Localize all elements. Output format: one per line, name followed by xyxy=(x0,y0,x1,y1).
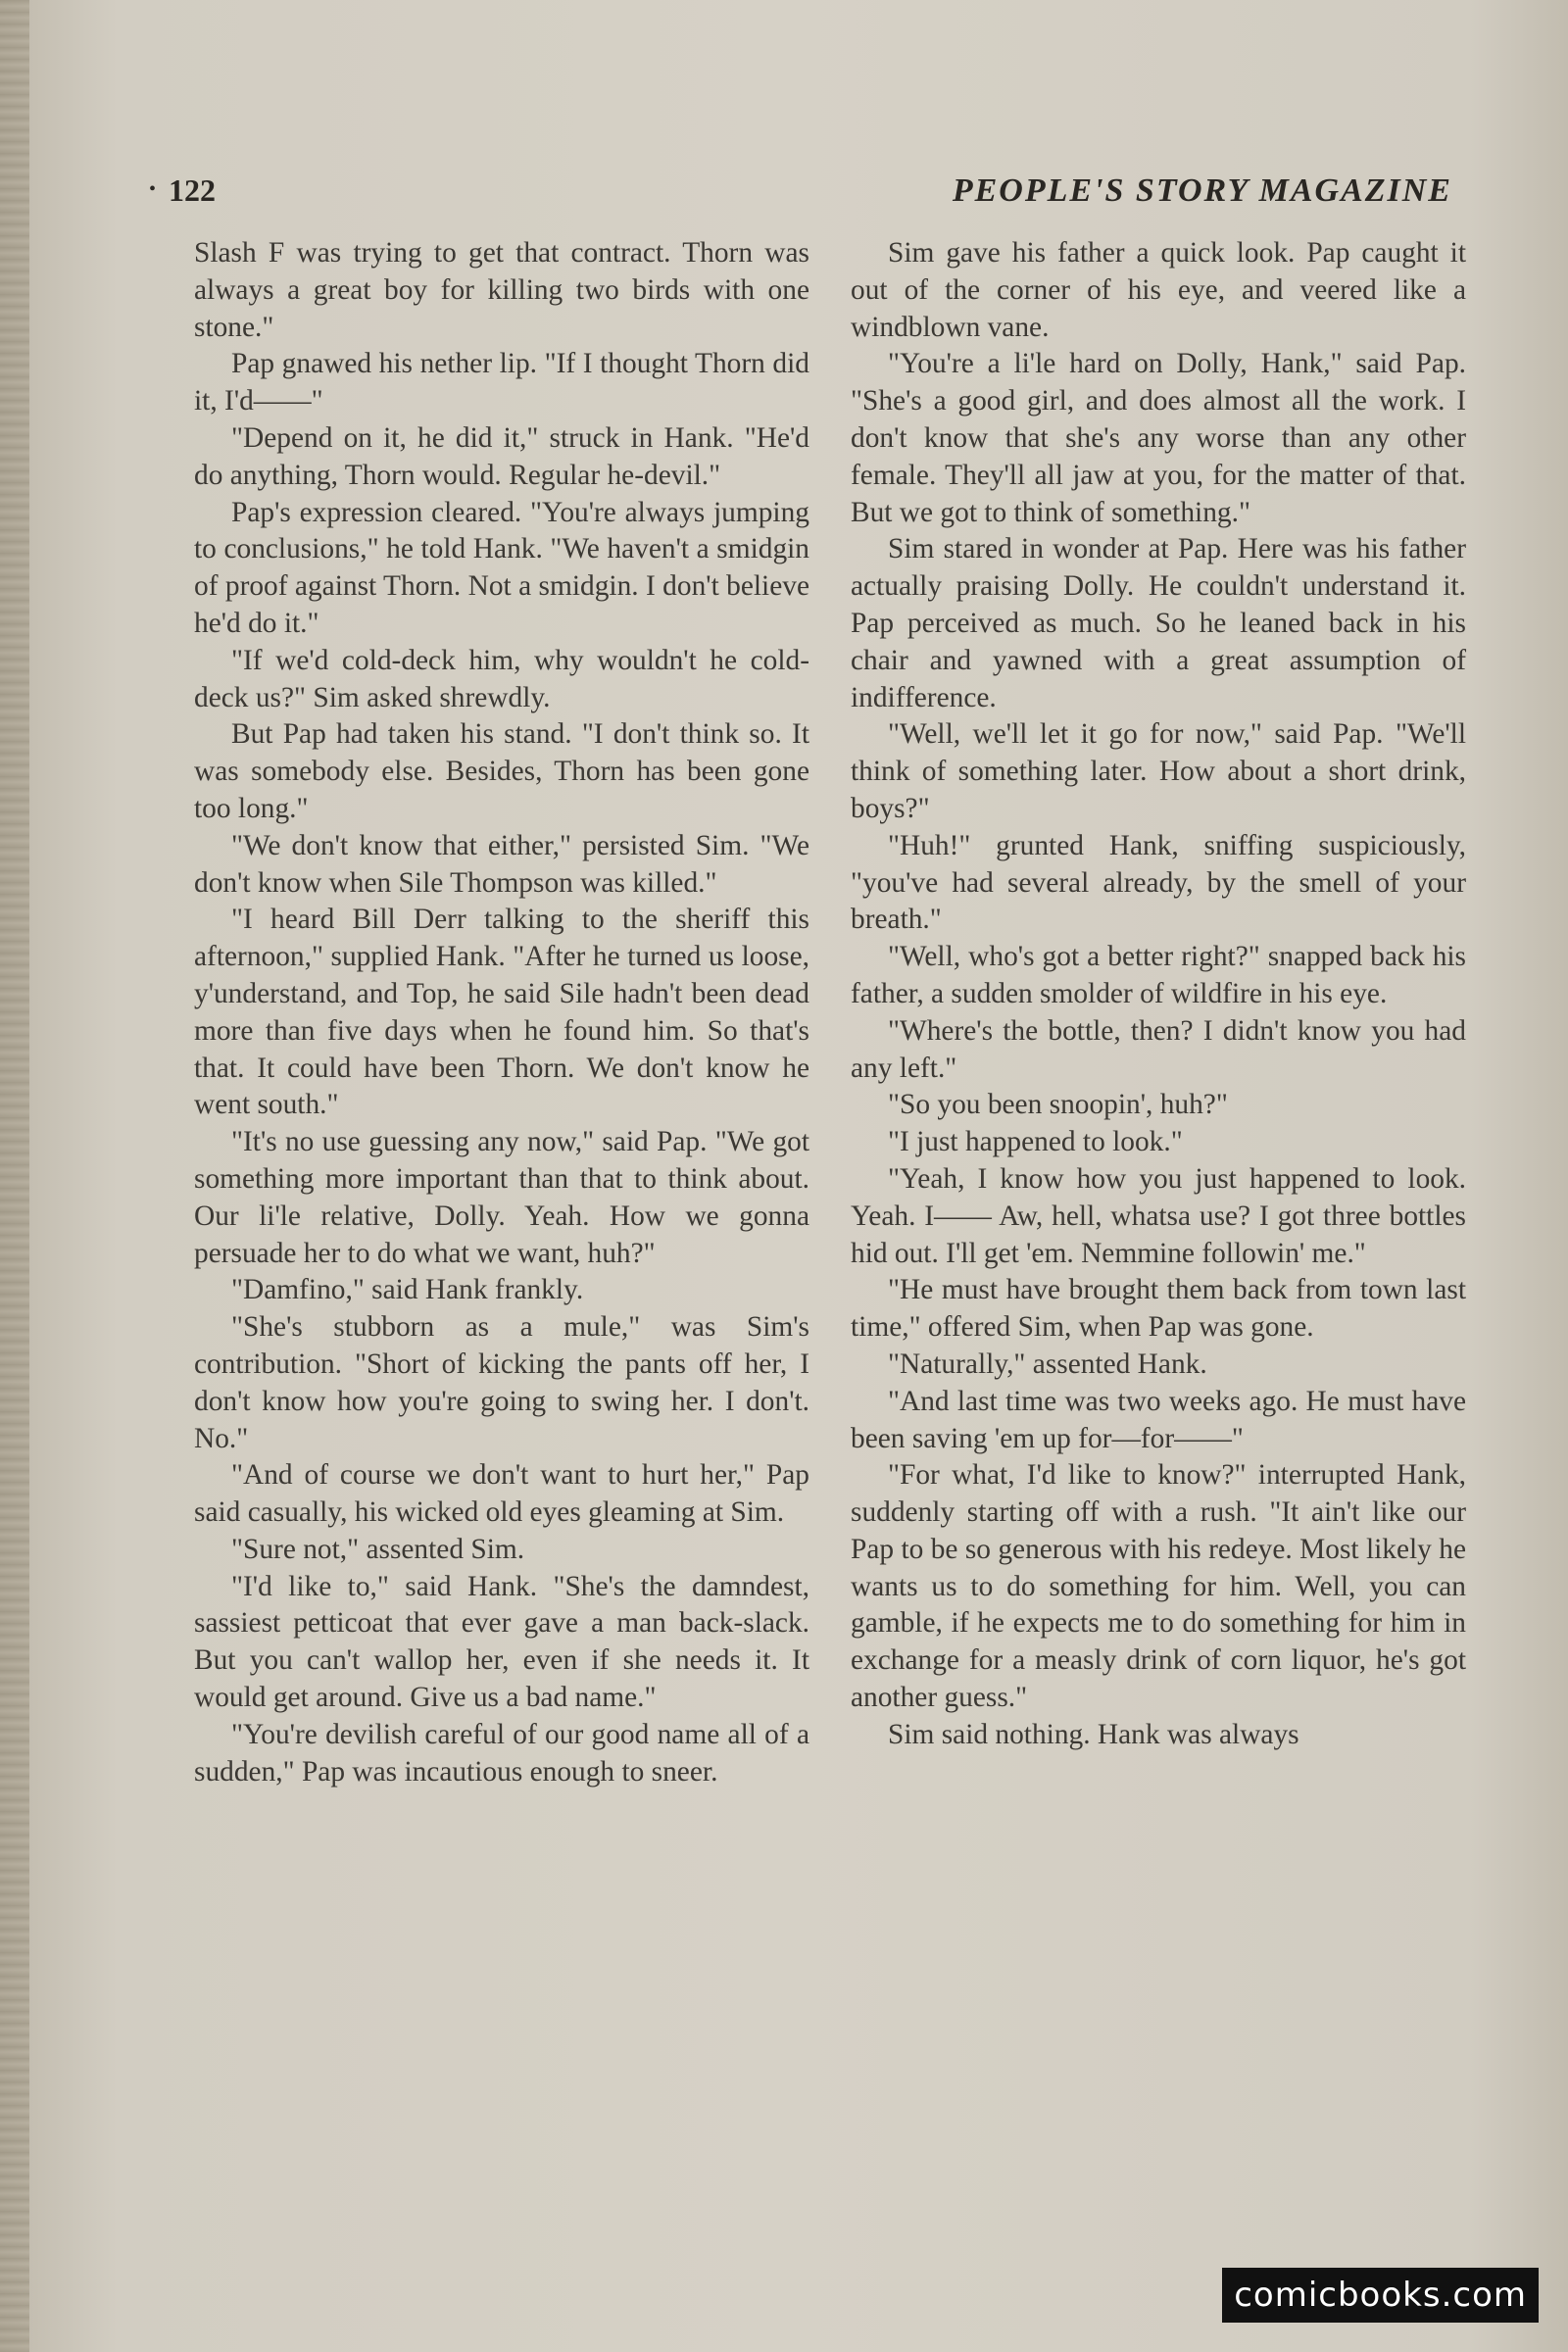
paragraph: Slash F was trying to get that contract. Thorn was always a great boy for killing two birds with one stone." xyxy=(194,237,809,343)
paragraph: "We don't know that either," persisted Sim. "We don't know when Sile Thompson was killed." xyxy=(194,829,809,899)
paragraph: "Where's the bottle, then? I didn't know you had any left." xyxy=(851,1014,1466,1084)
paragraph: "And of course we don't want to hurt her," Pap said casually, his wicked old eyes gleaming at Sim. xyxy=(194,1459,809,1529)
page-spine xyxy=(0,0,29,2352)
paragraph: "Damfino," said Hank frankly. xyxy=(231,1274,584,1306)
running-head: PEOPLE'S STORY MAGAZINE xyxy=(952,172,1452,209)
paragraph: But Pap had taken his stand. "I don't think so. It was somebody else. Besides, Thorn has been gone too long." xyxy=(194,718,809,824)
page-number: 122 xyxy=(169,172,216,208)
paragraph: "Huh!" grunted Hank, sniffing suspiciously, "you've had several already, by the smell of your breath." xyxy=(851,829,1466,936)
page-header xyxy=(149,169,1452,218)
watermark-label: comicbooks.com xyxy=(1222,2268,1539,2323)
left-column xyxy=(194,235,809,1790)
paragraph: Sim stared in wonder at Pap. Here was his father actually praising Dolly. He couldn't understand it. Pap perceived as much. So he leaned back in his chair and yawned with a great assumption of indifference. xyxy=(851,533,1466,713)
paragraph: Sim gave his father a quick look. Pap caught it out of the corner of his eye, and veered like a windblown vane. xyxy=(851,237,1466,343)
paragraph: Pap gnawed his nether lip. "If I thought Thorn did it, I'd——" xyxy=(194,348,809,417)
paragraph: "If we'd cold-deck him, why wouldn't he cold-deck us?" Sim asked shrewdly. xyxy=(194,644,809,713)
paragraph: "She's stubborn as a mule," was Sim's contribution. "Short of kicking the pants off her, I don't know how you're going to swing her. I don't. No." xyxy=(194,1311,809,1454)
paragraph: "So you been snoopin', huh?" xyxy=(888,1089,1228,1121)
paragraph: "You're devilish careful of our good name all of a sudden," Pap was incautious enough to sneer. xyxy=(194,1718,809,1788)
paragraph: "Sure not," assented Sim. xyxy=(231,1533,525,1565)
paragraph: "Naturally," assented Hank. xyxy=(888,1348,1207,1380)
paragraph: "Yeah, I know how you just happened to look. Yeah. I—— Aw, hell, whatsa use? I got three bottles hid out. I'll get 'em. Nemmine followin' me." xyxy=(851,1162,1466,1269)
right-column xyxy=(851,235,1466,1754)
paragraph: "I'd like to," said Hank. "She's the damndest, sassiest petticoat that ever gave a man back-slack. But you can't wallop her, even if she needs it. It would get around. Give us a bad name." xyxy=(194,1570,809,1714)
paragraph: "Well, we'll let it go for now," said Pap. "We'll think of something later. How about a short drink, boys?" xyxy=(851,718,1466,824)
paragraph: "I just happened to look." xyxy=(888,1126,1183,1158)
paragraph: "And last time was two weeks ago. He must have been saving 'em up for—for——" xyxy=(851,1385,1466,1454)
paragraph: "Well, who's got a better right?" snapped back his father, a sudden smolder of wildfire in his eye. xyxy=(851,941,1466,1009)
paragraph: "He must have brought them back from town last time," offered Sim, when Pap was gone. xyxy=(851,1274,1466,1344)
paragraph: "It's no use guessing any now," said Pap. "We got something more important than that to think about. Our li'le relative, Dolly. Yeah. How we gonna persuade her to do what we want, huh?" xyxy=(194,1126,809,1269)
paragraph: "Depend on it, he did it," struck in Hank. "He'd do anything, Thorn would. Regular he-devil." xyxy=(194,421,809,491)
paragraph: "I heard Bill Derr talking to the sheriff this afternoon," supplied Hank. "After he turned us loose, y'understand, and Top, he said Sile hadn't been dead more than five days when he found him. So that's that. It could have been Thorn. We don't know he went south." xyxy=(194,904,809,1121)
paragraph: "For what, I'd like to know?" interrupted Hank, suddenly starting off with a rush. "It ain't like our Pap to be so generous with his redeye. Most likely he wants us to do something for him. Well, you can gamble, if he expects me to do something for him in exchange for a measly drink of corn liquor, he's got another guess." xyxy=(851,1459,1466,1714)
paragraph: "You're a li'le hard on Dolly, Hank," said Pap. "She's a good girl, and does almost all the work. I don't know that she's any worse than any other female. They'll all jaw at you, for the matter of that. But we got to think of something." xyxy=(851,348,1466,528)
header-bullet: • xyxy=(149,178,157,200)
paragraph: Sim said nothing. Hank was always xyxy=(888,1718,1299,1750)
paragraph: Pap's expression cleared. "You're always jumping to conclusions," he told Hank. "We haven't a smidgin of proof against Thorn. Not a smidgin. I don't believe he'd do it." xyxy=(194,496,809,639)
